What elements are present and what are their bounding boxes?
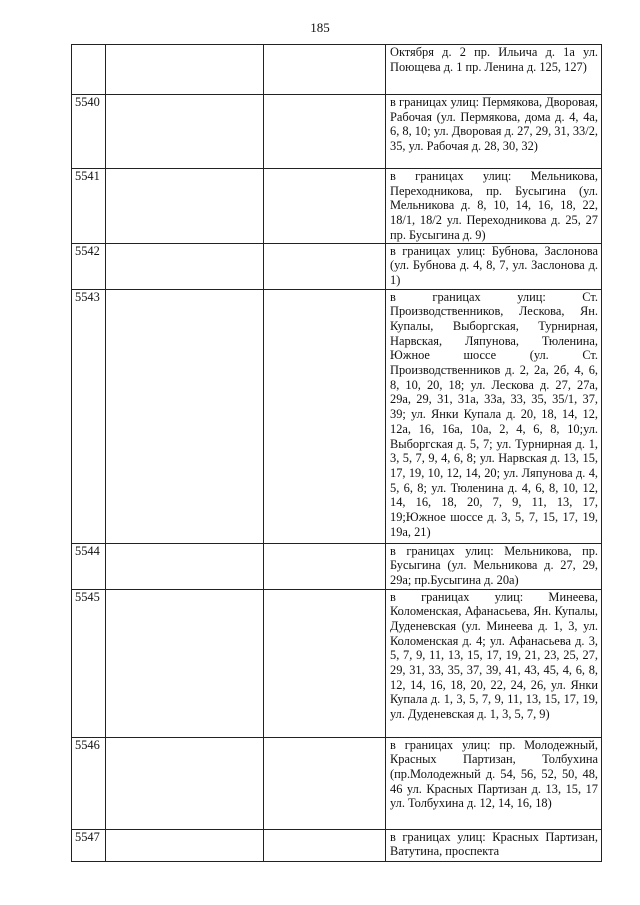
empty-cell (264, 589, 386, 737)
table-row (72, 243, 602, 289)
page-number: 185 (310, 20, 330, 35)
district-number (72, 45, 106, 95)
district-number: 5544 (72, 543, 106, 589)
empty-cell (106, 243, 264, 289)
table-row (72, 829, 602, 861)
district-boundaries: в границах улиц: Пермякова, Дворовая, Рабочая (ул. Пермякова, дома д. 4, 4а, 6, 8, 10; ул. Дворовая д. 27, 29, 31, 33/2, 35, ул. Рабочая д. 28, 30, 32) (386, 95, 602, 169)
district-boundaries: в границах улиц: пр. Молодежный, Красных Партизан, Толбухина (пр.Молодежный д. 54, 56, 52, 50, 48, 46 ул. Красных Партизан д. 13, 15, 17 ул. Толбухина д. 12, 14, 16, 18) (386, 737, 602, 829)
table-row (72, 543, 602, 589)
empty-cell (106, 289, 264, 543)
polling-districts-table (71, 44, 602, 862)
empty-cell (264, 737, 386, 829)
district-boundaries: в границах улиц: Мельникова, Переходникова, пр. Бусыгина (ул. Мельникова д. 8, 10, 14, 16, 18, 22, 18/1, 18/2 ул. Переходникова д. 25, 27 пр. Бусыгина д. 9) (386, 169, 602, 244)
table-row (72, 737, 602, 829)
district-boundaries: в границах улиц: Мельникова, пр. Бусыгина (ул. Мельникова д. 27, 29, 29а; пр.Бусыгина д. 20а) (386, 543, 602, 589)
district-number: 5540 (72, 95, 106, 169)
empty-cell (264, 543, 386, 589)
district-boundaries: в границах улиц: Минеева, Коломенская, Афанасьева, Ян. Купалы, Дуденевская (ул. Минеева д. 1, 3, ул. Коломенская д. 4; ул. Афанасьева д. 3, 5, 7, 9, 11, 13, 15, 17, 19, 21, 23, 25, 27, 29, 31, 33, 35, 37, 39, 41, 43, 45, 4, 6, 8, 12, 14, 16, 18, 20, 22, 24, 26, ул. Янки Купала д. 1, 3, 5, 7, 9, 11, 13, 15, 17, 19, ул. Дуденевская д. 1, 3, 5, 7, 9) (386, 589, 602, 737)
empty-cell (264, 289, 386, 543)
table-row (72, 45, 602, 95)
district-number: 5545 (72, 589, 106, 737)
empty-cell (264, 169, 386, 244)
empty-cell (264, 45, 386, 95)
empty-cell (264, 829, 386, 861)
district-number: 5542 (72, 243, 106, 289)
empty-cell (106, 829, 264, 861)
empty-cell (106, 589, 264, 737)
district-number: 5546 (72, 737, 106, 829)
table-row (72, 289, 602, 543)
empty-cell (106, 169, 264, 244)
district-boundaries: в границах улиц: Ст. Производственников, Лескова, Ян. Купалы, Выборгская, Турнирная, Нарвская, Ляпунова, Тюленина, Южное шоссе (ул. Ст. Производственников д. 2, 2а, 2б, 4, 6, 8, 10, 20, 18; ул. Лескова д. 27, 27а, 29а, 29, 31, 31а, 33а, 33, 35, 35/1, 37, 39; ул. Янки Купала д. 20, 18, 14, 12, 12а, 16, 16а, 10а, 2, 4, 6, 8, 10;ул. Выборгская д. 5, 7; ул. Турнирная д. 1, 3, 5, 7, 9, 4, 6, 8; ул. Нарвская д. 13, 15, 17, 19, 10, 12, 14, 20; ул. Ляпунова д. 4, 5, 6, 8; ул. Тюленина д. 4, 6, 8, 10, 12, 14, 16, 18, 20, 7, 9, 11, 13, 17, 19;Южное шоссе д. 3, 5, 7, 15, 17, 19, 19а, 21) (386, 289, 602, 543)
empty-cell (106, 543, 264, 589)
empty-cell (106, 45, 264, 95)
table-row (72, 169, 602, 244)
empty-cell (264, 243, 386, 289)
district-boundaries: в границах улиц: Красных Партизан, Ватутина, проспекта (386, 829, 602, 861)
empty-cell (106, 737, 264, 829)
district-boundaries: Октября д. 2 пр. Ильича д. 1а ул. Поющева д. 1 пр. Ленина д. 125, 127) (386, 45, 602, 95)
table-row (72, 95, 602, 169)
district-number: 5541 (72, 169, 106, 244)
empty-cell (264, 95, 386, 169)
empty-cell (106, 95, 264, 169)
district-boundaries: в границах улиц: Бубнова, Заслонова (ул. Бубнова д. 4, 8, 7, ул. Заслонова д. 1) (386, 243, 602, 289)
district-number: 5547 (72, 829, 106, 861)
district-number: 5543 (72, 289, 106, 543)
table-row (72, 589, 602, 737)
